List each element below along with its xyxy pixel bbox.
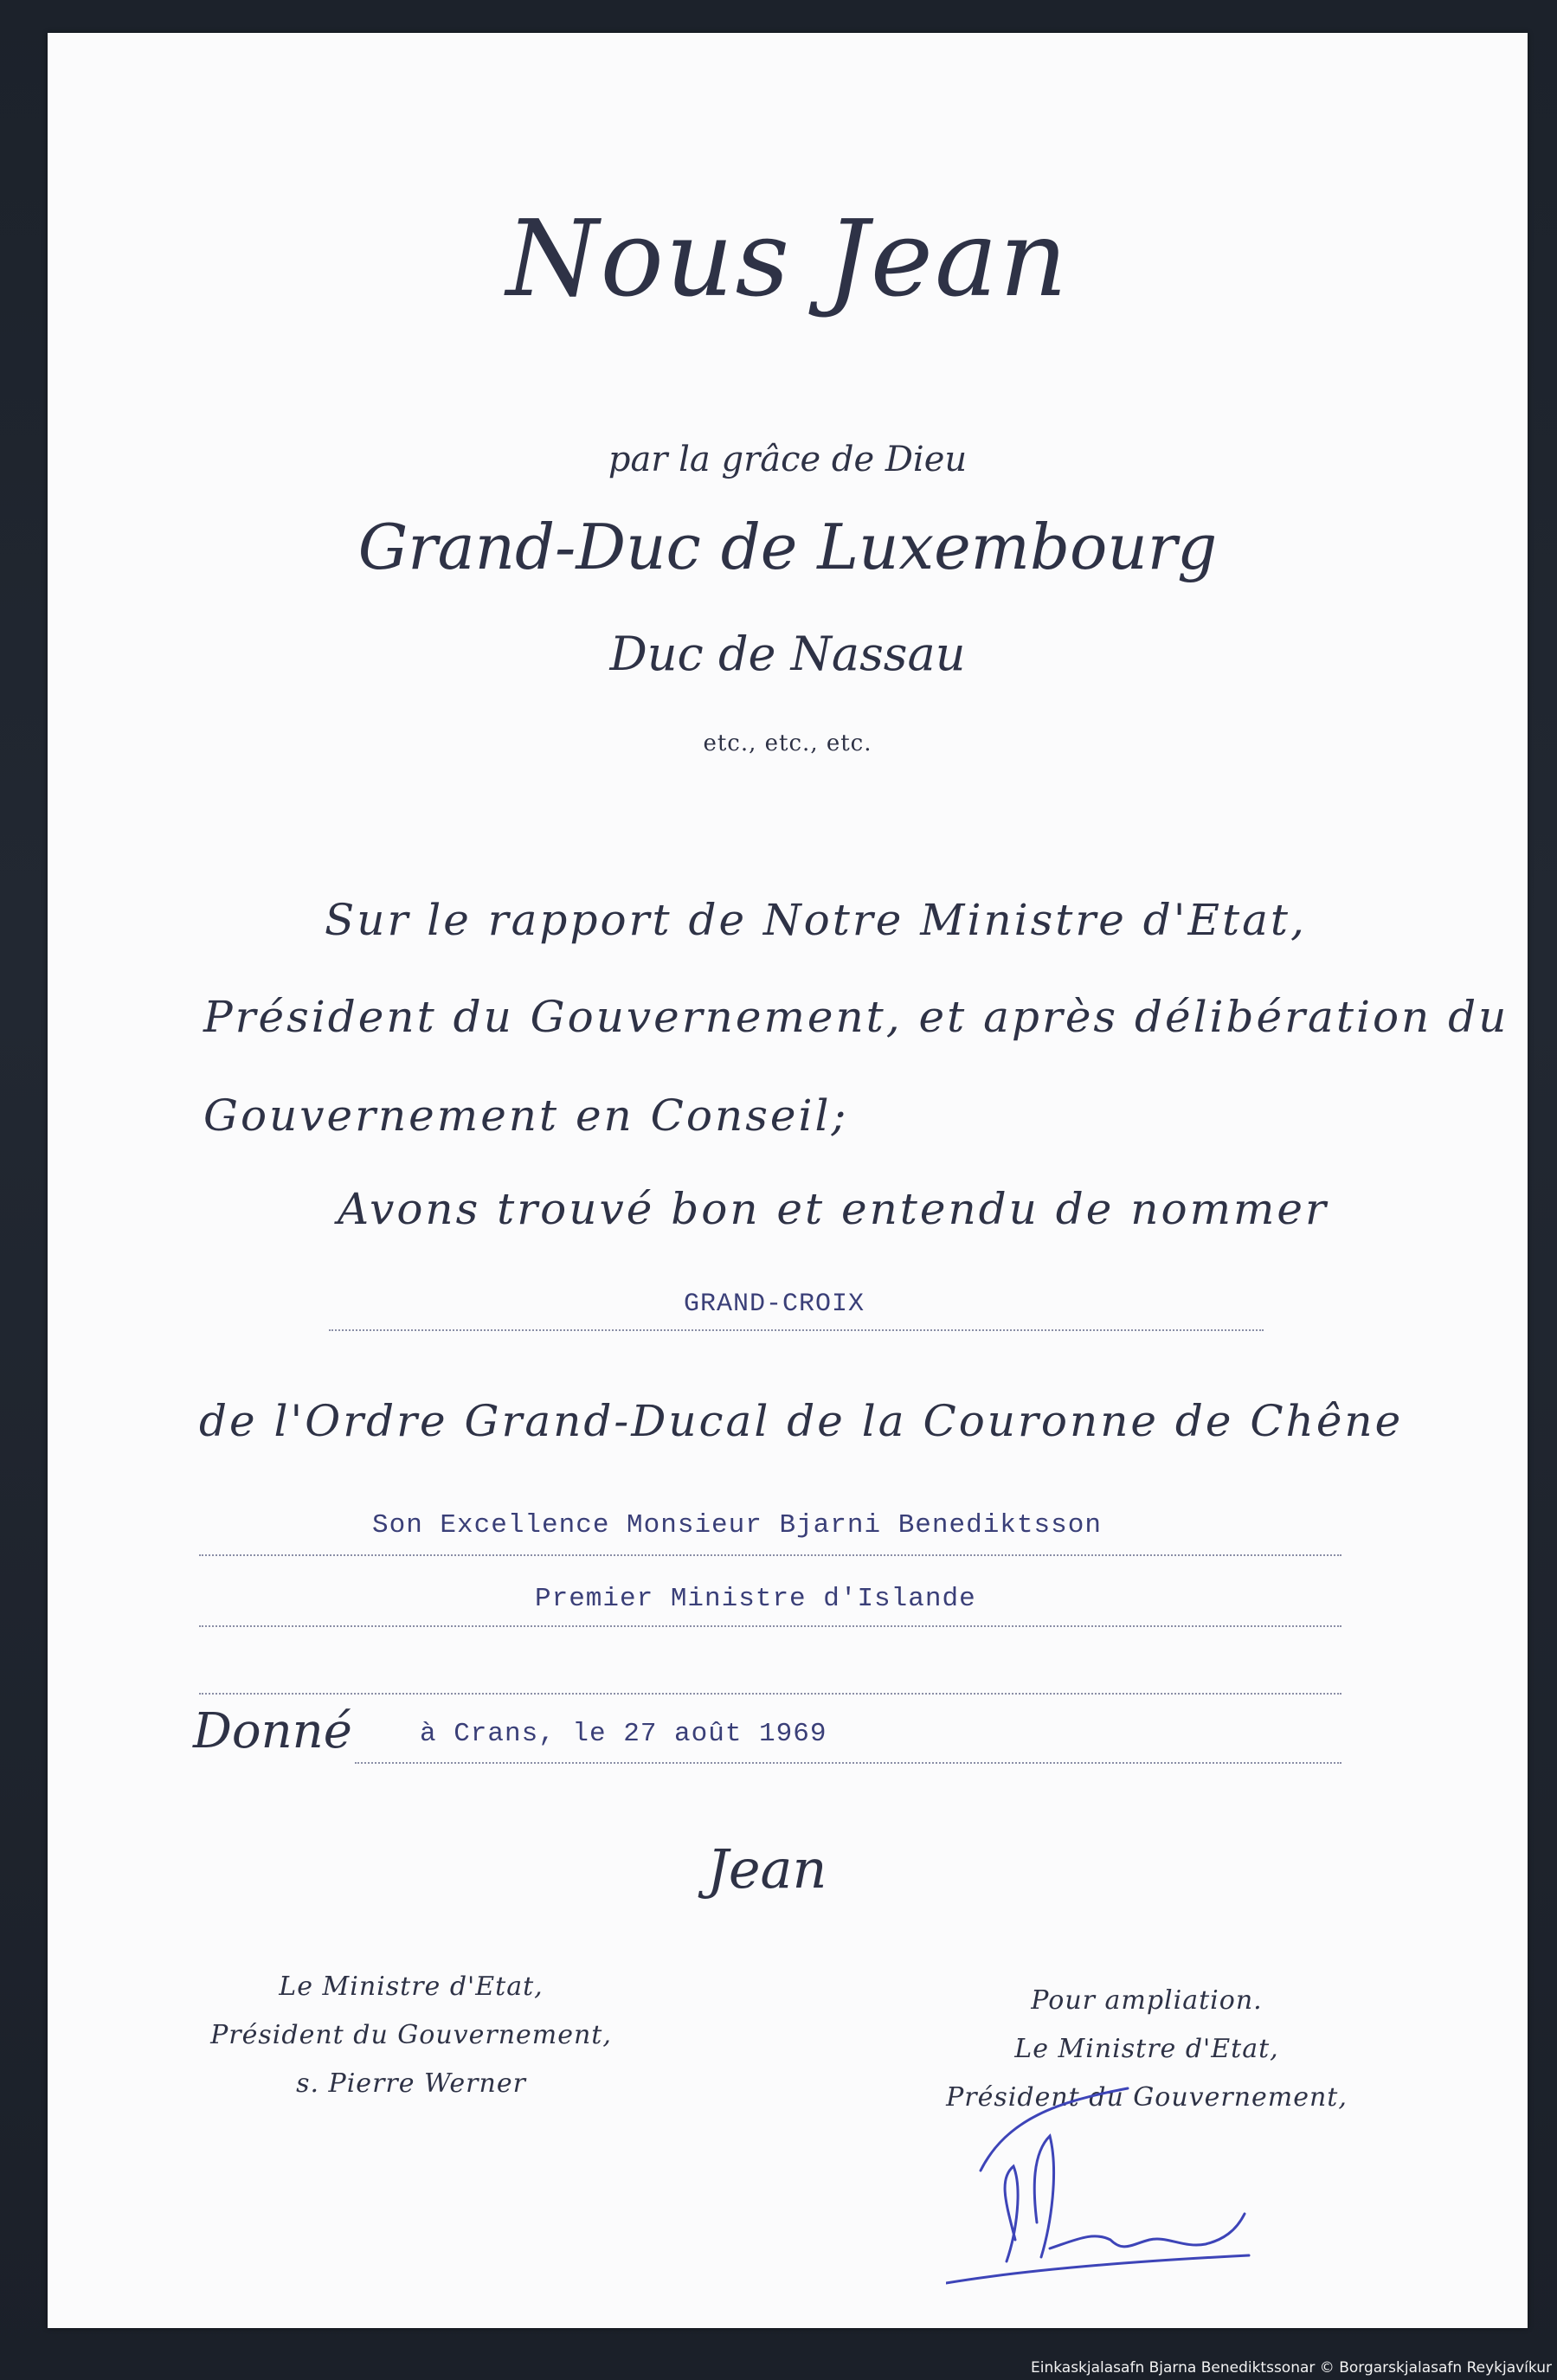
- document-title: Nous Jean: [505, 197, 1070, 320]
- blank-dotted-line: [199, 1693, 1341, 1695]
- left-sig-line-3: s. Pierre Werner: [296, 2068, 526, 2099]
- body-line-4: Avons trouvé bon et entendu de nommer: [338, 1184, 1329, 1234]
- given-label: Donné: [193, 1703, 352, 1759]
- handwritten-signature: [946, 2084, 1292, 2300]
- recipient-dotted-line: [199, 1554, 1341, 1556]
- right-sig-line-2: Le Ministre d'Etat,: [1014, 2034, 1279, 2064]
- title-duc-de-nassau: Duc de Nassau: [609, 627, 966, 681]
- right-sig-line-3: Président du Gouvernement,: [946, 2082, 1348, 2113]
- body-line-1: Sur le rapport de Notre Ministre d'Etat,: [325, 895, 1307, 945]
- right-sig-line-1: Pour ampliation.: [1031, 1985, 1263, 2016]
- place-date: à Crans, le 27 août 1969: [420, 1719, 827, 1749]
- title-etc: etc., etc., etc.: [703, 730, 872, 756]
- recipient-title: Premier Ministre d'Islande: [535, 1584, 976, 1614]
- grace-line: par la grâce de Dieu: [608, 440, 968, 479]
- rank-dotted-line: [329, 1329, 1264, 1331]
- recipient-title-dotted-line: [199, 1625, 1341, 1627]
- body-line-2: Président du Gouvernement, et après délibération du: [203, 992, 1509, 1042]
- archive-credit: Einkaskjalasafn Bjarna Benediktssonar © Borgarskjalasafn Reykjavíkur: [1031, 2359, 1552, 2377]
- body-line-3: Gouvernement en Conseil;: [203, 1090, 849, 1141]
- place-date-dotted-line: [355, 1762, 1341, 1764]
- recipient-name: Son Excellence Monsieur Bjarni Benediktsson: [372, 1510, 1102, 1541]
- left-sig-line-1: Le Ministre d'Etat,: [279, 1972, 544, 2002]
- sovereign-signature: Jean: [707, 1837, 827, 1901]
- certificate-sheet: [48, 33, 1528, 2328]
- left-sig-line-2: Président du Gouvernement,: [210, 2020, 612, 2050]
- rank-value: GRAND-CROIX: [684, 1290, 865, 1319]
- order-line: de l'Ordre Grand-Ducal de la Couronne de Chêne: [199, 1396, 1404, 1446]
- title-grand-duc: Grand-Duc de Luxembourg: [357, 511, 1218, 583]
